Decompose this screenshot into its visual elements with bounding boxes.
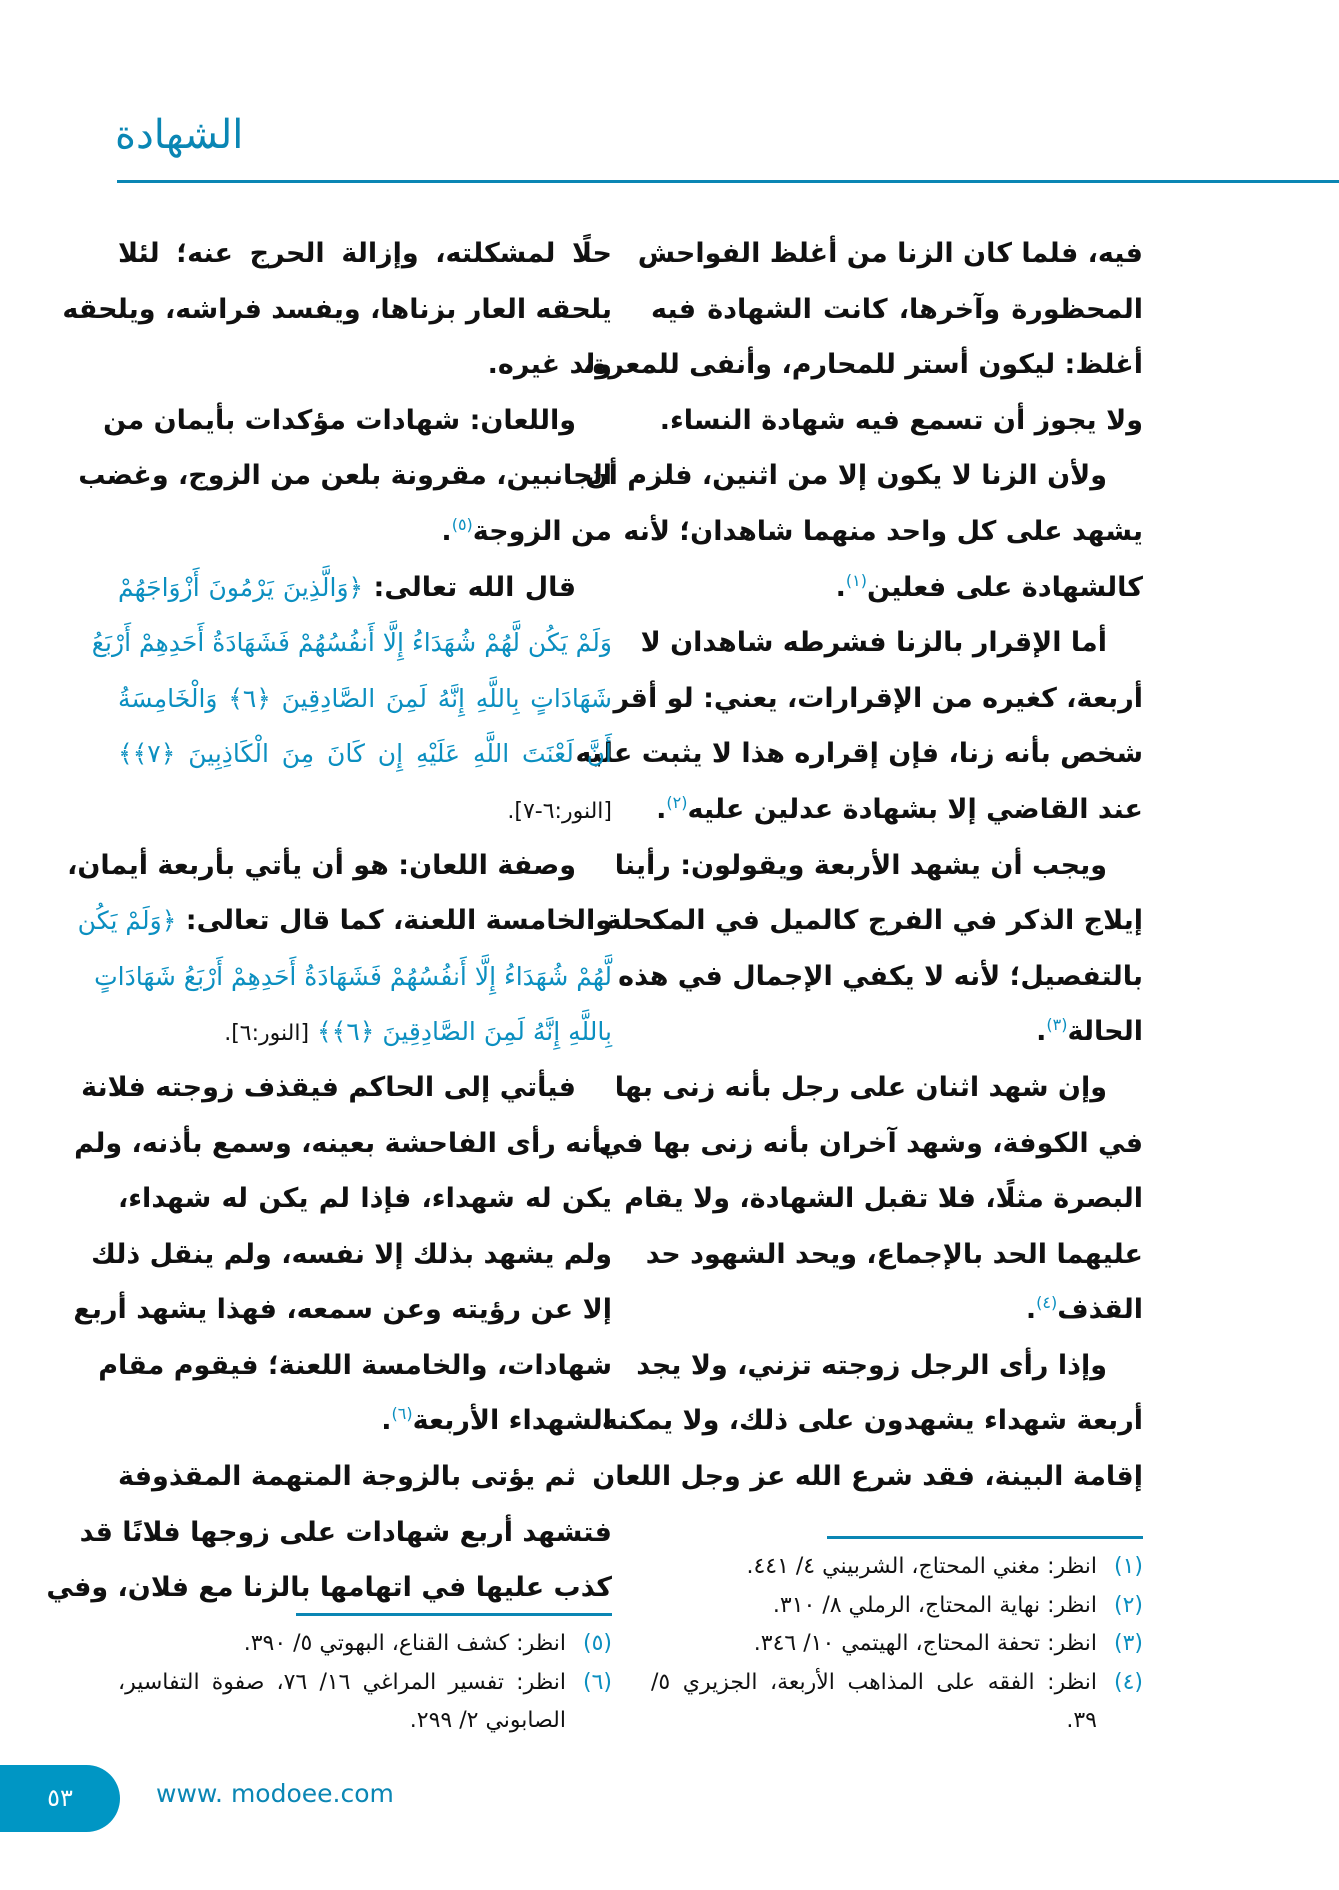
footnote	[651, 1587, 1143, 1626]
quran-verse: ﴿وَالَّذِينَ يَرْمُونَ أَزْوَاجَهُمْ	[118, 572, 364, 602]
quran-verse: شَهَادَاتٍ بِاللَّهِ إِنَّهُ لَمِنَ الصَّادِقِينَ ﴿٦﴾ وَالْخَامِسَةُ	[118, 683, 612, 713]
footnote-marker: (٥)	[451, 514, 473, 534]
text-line	[118, 560, 612, 616]
footnote-number: (٣)	[1113, 1631, 1143, 1656]
body-text: ولد غيره.	[487, 349, 612, 381]
quran-verse: لَّهُمْ شُهَدَاءُ إِلَّا أَنفُسُهُمْ فَشَهَادَةُ أَحَدِهِمْ أَرْبَعُ شَهَادَاتٍ	[94, 961, 612, 991]
text-line	[651, 782, 1143, 838]
text-line	[614, 1060, 1143, 1116]
text-line	[623, 504, 1143, 560]
body-text: الحالة	[1067, 1016, 1143, 1048]
body-text: بأنه رأى الفاحشة بعينه، وسمع بأذنه، ولم	[74, 1127, 612, 1159]
body-text: واللعان: شهادات مؤكدات بأيمان من	[103, 404, 576, 436]
body-text: كذب عليها في اتهامها بالزنا مع فلان، وفي	[46, 1572, 612, 1604]
text-line	[94, 949, 612, 1005]
quran-verse: ﴿وَلَمْ يَكُن	[77, 906, 177, 936]
text-line	[62, 282, 612, 338]
text-line	[645, 1227, 1143, 1283]
footnote-number: (٦)	[583, 1669, 613, 1695]
text-line	[118, 504, 612, 560]
body-text: عليهما الحد بالإجماع، ويحد الشهود حد	[645, 1238, 1143, 1270]
footnote	[651, 1548, 1143, 1587]
footnote-marker: (١)	[845, 570, 867, 590]
text-line	[73, 1282, 612, 1338]
footnote-marker: (٤)	[1036, 1293, 1058, 1313]
body-text: يشهد على كل واحد منهما شاهدان؛ لأنه	[623, 515, 1143, 547]
text-line	[575, 726, 1143, 782]
text-line	[118, 1004, 612, 1060]
punctuation: .	[441, 515, 452, 547]
body-text: وصفة اللعان: هو أن يأتي بأربعة أيمان،	[67, 849, 576, 881]
text-line	[651, 282, 1143, 338]
body-text: البصرة مثلًا، فلا تقبل الشهادة، ولا يقام	[624, 1183, 1143, 1215]
body-text: أما الإقرار بالزنا فشرطه شاهدان لا	[640, 627, 1107, 659]
footnotes-left	[118, 1625, 612, 1741]
text-line	[624, 1171, 1143, 1227]
footnote-text: انظر: تفسير المراغي ١٦/ ٧٦، صفوة التفاسير، الصابوني ٢/ ٢٩٩.	[118, 1669, 567, 1733]
body-text: ولأن الزنا لا يكون إلا من اثنين، فلزم أن	[585, 460, 1107, 492]
body-text: من الزوجة	[472, 515, 612, 547]
body-text: إقامة البينة، فقد شرع الله عز وجل اللعان	[592, 1461, 1143, 1493]
punctuation: .	[656, 793, 667, 825]
text-line	[651, 1282, 1143, 1338]
footnote-text: انظر: نهاية المحتاج، الرملي ٨/ ٣١٠.	[772, 1592, 1097, 1618]
text-line	[651, 560, 1143, 616]
body-text: في الكوفة، وشهد آخران بأنه زنى بها في	[598, 1127, 1143, 1159]
body-text: الجانبين، مقرونة بلعن من الزوج، وغضب	[78, 460, 612, 492]
text-line	[103, 393, 612, 449]
text-line	[614, 838, 1143, 894]
text-line	[118, 671, 612, 727]
footnote-number: (٤)	[1113, 1669, 1143, 1695]
text-line	[601, 1393, 1143, 1449]
body-text: عند القاضي إلا بشهادة عدلين عليه	[687, 793, 1143, 825]
body-text: فيه، فلما كان الزنا من أغلظ الفواحش	[637, 238, 1143, 269]
body-text: أربعة شهداء يشهدون على ذلك، ولا يمكنه	[601, 1405, 1143, 1437]
punctuation: .	[381, 1405, 392, 1437]
footnote-number: (٥)	[582, 1631, 612, 1656]
body-text: وإذا رأى الرجل زوجته تزني، ولا يجد	[636, 1349, 1107, 1381]
footnote	[118, 1625, 612, 1664]
body-text: والخامسة اللعنة، كما قال تعالى:	[176, 905, 612, 937]
text-line	[636, 1338, 1143, 1394]
text-line	[618, 949, 1143, 1005]
footnote-number: (٢)	[1113, 1592, 1143, 1618]
text-line	[77, 893, 612, 949]
body-text: الشهداء الأربعة	[412, 1405, 612, 1437]
body-text: يكن له شهداء، فإذا لم يكن له شهداء،	[118, 1183, 612, 1215]
body-text: شخص بأنه زنا، فإن إقراره هذا لا يثبت عليه	[575, 738, 1143, 770]
punctuation: .	[1025, 1294, 1037, 1326]
body-text: يلحقه العار بزناها، ويفسد فراشه، ويلحقه	[62, 293, 612, 325]
footnote-number: (١)	[1113, 1554, 1143, 1579]
text-line	[118, 226, 612, 282]
header-rule	[117, 180, 1339, 183]
text-line	[118, 1449, 612, 1505]
body-text: فيأتي إلى الحاكم فيقذف زوجته فلانة	[81, 1071, 576, 1103]
body-text: أربعة، كغيره من الإقرارات، يعني: لو أقر	[613, 682, 1143, 714]
body-text: حلًا لمشكلته، وإزالة الحرج عنه؛ لئلا	[118, 238, 612, 269]
text-line	[582, 337, 1143, 393]
body-text: شهادات، والخامسة اللعنة؛ فيقوم مقام	[98, 1349, 612, 1381]
footnote	[651, 1664, 1143, 1741]
quran-verse: وَلَمْ يَكُن لَّهُمْ شُهَدَاءُ إِلَّا أَنفُسُهُمْ فَشَهَادَةُ أَحَدِهِمْ أَرْبَعُ	[91, 628, 612, 658]
right-column	[575, 226, 1143, 1505]
body-text: أغلظ: ليكون أستر للمحارم، وأنفى للمعرة،	[582, 349, 1143, 381]
text-line	[118, 726, 612, 782]
body-text: ويجب أن يشهد الأربعة ويقولون: رأينا	[614, 849, 1107, 881]
text-line	[118, 337, 612, 393]
text-line	[81, 1060, 612, 1116]
text-line	[67, 838, 612, 894]
verse-reference: [النور:٦].	[224, 1021, 310, 1047]
page-number: ٥٣	[0, 1765, 120, 1832]
chapter-title: الشهادة	[115, 112, 244, 158]
footnote-marker: (٢)	[666, 792, 688, 812]
body-text: ولا يجوز أن تسمع فيه شهادة النساء.	[659, 404, 1143, 436]
body-text: كالشهادة على فعلين	[866, 571, 1143, 603]
footnote-rule-left	[296, 1613, 612, 1616]
left-column	[46, 226, 612, 1616]
body-text: ثم يؤتى بالزوجة المتهمة المقذوفة	[118, 1461, 576, 1493]
text-line	[651, 1004, 1143, 1060]
text-line	[91, 615, 612, 671]
body-text: وإن شهد اثنان على رجل بأنه زنى بها	[614, 1071, 1107, 1103]
text-line	[118, 1393, 612, 1449]
body-text: إيلاج الذكر في الفرج كالميل في المكحلة	[605, 905, 1143, 937]
footnote-text: انظر: مغني المحتاج، الشربيني ٤/ ٤٤١.	[746, 1554, 1097, 1579]
text-line	[46, 1560, 612, 1616]
text-line	[637, 226, 1143, 282]
footnotes-right	[651, 1548, 1143, 1741]
website-url[interactable]: www. modoee.com	[156, 1779, 394, 1808]
text-line	[651, 393, 1143, 449]
footnote-text: انظر: تحفة المحتاج، الهيتمي ١٠/ ٣٤٦.	[753, 1631, 1097, 1656]
text-line	[592, 1449, 1143, 1505]
body-text: قال الله تعالى:	[363, 571, 576, 603]
body-text: القذف	[1057, 1294, 1143, 1326]
footnote-marker: (٦)	[391, 1404, 413, 1424]
text-line	[78, 448, 612, 504]
punctuation: .	[835, 571, 846, 603]
text-line	[98, 1338, 612, 1394]
punctuation: .	[1036, 1016, 1047, 1048]
quran-verse: بِاللَّهِ إِنَّهُ لَمِنَ الصَّادِقِينَ ﴿٦﴾﴾	[309, 1017, 612, 1047]
footnote-text: انظر: الفقه على المذاهب الأربعة، الجزيري ٥/ ٣٩.	[651, 1669, 1097, 1733]
footnote	[651, 1625, 1143, 1664]
body-text: ولم يشهد بذلك إلا نفسه، ولم ينقل ذلك	[91, 1238, 612, 1270]
text-line	[91, 1227, 612, 1283]
text-line	[74, 1116, 612, 1172]
body-text: بالتفصيل؛ لأنه لا يكفي الإجمال في هذه	[618, 960, 1143, 992]
text-line	[613, 671, 1143, 727]
body-text: فتشهد أربع شهادات على زوجها فلانًا قد	[79, 1516, 612, 1548]
body-text: إلا عن رؤيته وعن سمعه، فهذا يشهد أربع	[73, 1294, 612, 1326]
text-line	[605, 893, 1143, 949]
body-text: المحظورة وآخرها، كانت الشهادة فيه	[651, 293, 1143, 325]
footnote	[118, 1664, 612, 1741]
text-line	[118, 1171, 612, 1227]
text-line	[118, 782, 612, 838]
footnote-text: انظر: كشف القناع، البهوتي ٥/ ٣٩٠.	[243, 1631, 566, 1656]
verse-reference: [النور:٦-٧].	[507, 798, 612, 824]
quran-verse: أَنَّ لَعْنَتَ اللَّهِ عَلَيْهِ إِن كَانَ مِنَ الْكَاذِبِينَ ﴿٧﴾﴾	[118, 739, 612, 769]
text-line	[640, 615, 1143, 671]
footnote-rule-right	[827, 1536, 1143, 1539]
text-line	[598, 1116, 1143, 1172]
footnote-marker: (٣)	[1046, 1015, 1068, 1035]
text-line	[79, 1505, 612, 1561]
text-line	[585, 448, 1143, 504]
